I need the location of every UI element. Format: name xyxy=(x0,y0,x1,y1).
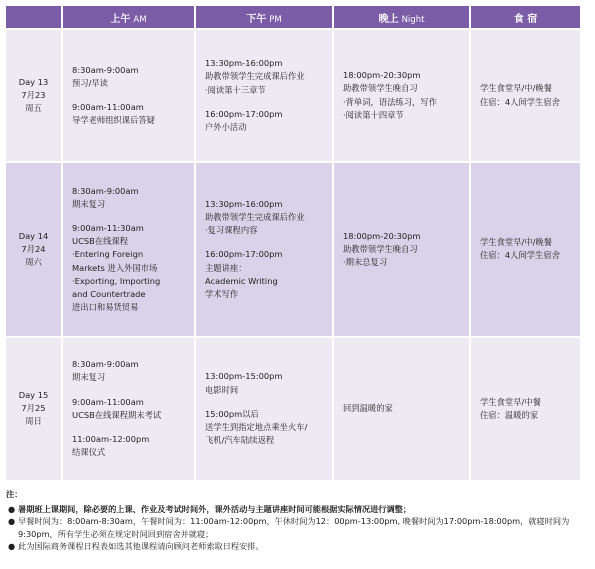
activity-line: 15:00pm以后 xyxy=(205,408,259,419)
day-label: 周六 xyxy=(25,257,42,268)
activity-line: 进出口和易货贸易 xyxy=(72,302,139,313)
note-text: 早餐时间为：8:00am-8:30am，午餐时间为：11:00am-12:00pm，午休时间为12：00pm-13:00pm, 晚餐时间为17:00pm-18:00pm，就寝时间为9:30pm，所有学生必须在规定时间回到宿舍并就寝； xyxy=(18,516,570,539)
activity-line: ·复习课程内容 xyxy=(205,225,258,236)
activity-line: 助教带领学生晚自习 xyxy=(343,83,418,94)
bullet-icon: ● xyxy=(8,516,16,527)
schedule-table xyxy=(4,4,582,482)
am-cell xyxy=(63,163,194,335)
activity-block xyxy=(72,433,192,459)
activity-block xyxy=(205,198,330,238)
schedule-row xyxy=(6,338,580,480)
header-day xyxy=(6,6,61,28)
day-label: 周日 xyxy=(25,416,42,427)
activity-line: 回到温暖的家 xyxy=(343,403,393,414)
activity-line: Academic Writing xyxy=(205,275,278,286)
activity-line: 助教带领学生完成课后作业 xyxy=(205,211,305,222)
am-cell xyxy=(63,30,194,161)
schedule-row xyxy=(6,163,580,335)
activity-line: 9:00am-11:00am xyxy=(72,102,144,113)
activity-line: 住宿：4人间学生宿舍 xyxy=(480,96,560,107)
activity-line: 期末复习 xyxy=(72,372,106,383)
activity-line: 户外小活动 xyxy=(205,121,247,132)
board-cell xyxy=(471,338,580,480)
board-cell xyxy=(471,163,580,335)
activity-line: 预习/早读 xyxy=(72,77,108,88)
header-board: 食 宿 xyxy=(471,6,580,28)
day-label: 周五 xyxy=(25,103,42,114)
activity-line: and Countertrade xyxy=(72,288,146,299)
bullet-icon: ● xyxy=(8,503,16,514)
activity-line: 期末复习 xyxy=(72,198,106,209)
header-pm: 下午 PM xyxy=(196,6,332,28)
activity-line: UCSB在线课程期末考试 xyxy=(72,409,162,420)
note-item xyxy=(6,503,590,516)
activity-line: ·阅读第十三章节 xyxy=(205,84,266,95)
notes-title: 注： xyxy=(6,489,23,499)
activity-line: 9:00am-11:00am xyxy=(72,396,144,407)
night-cell xyxy=(334,163,469,335)
day-label: 7月24 xyxy=(21,243,46,254)
note-item xyxy=(6,515,590,540)
activity-line: UCSB在线课程 xyxy=(72,236,129,247)
notes-list xyxy=(6,503,590,553)
day-label: 7月23 xyxy=(21,90,46,101)
activity-line: ·Exporting, Importing xyxy=(72,275,161,286)
day-label: 7月25 xyxy=(21,403,46,414)
activity-block xyxy=(343,69,467,122)
day-cell xyxy=(6,163,61,335)
day-label: Day 15 xyxy=(18,390,49,401)
activity-line: 11:00am-12:00pm xyxy=(72,434,150,445)
pm-cell xyxy=(196,338,332,480)
activity-line: 18:00pm-20:30pm xyxy=(343,230,421,241)
day-label: Day 13 xyxy=(18,76,49,87)
activity-block xyxy=(205,370,330,396)
activity-line: 主题讲座： xyxy=(205,262,247,273)
activity-line: 学术写作 xyxy=(205,288,239,299)
activity-block xyxy=(72,396,192,422)
pm-cell xyxy=(196,163,332,335)
day-cell xyxy=(6,30,61,161)
activity-line: 电影时间 xyxy=(205,384,239,395)
note-item xyxy=(6,540,590,553)
pm-cell xyxy=(196,30,332,161)
activity-line: 助教带领学生晚自习 xyxy=(343,243,418,254)
activity-block xyxy=(205,108,330,134)
activity-line: 16:00pm-17:00pm xyxy=(205,249,283,260)
night-cell xyxy=(334,338,469,480)
activity-line: 学生食堂早/中/晚餐 xyxy=(480,237,552,248)
activity-line: 飞机/汽车陆续返程 xyxy=(205,435,275,446)
activity-line: 8:30am-9:00am xyxy=(72,185,139,196)
activity-block xyxy=(480,236,578,262)
notes-section xyxy=(6,488,590,553)
header-night: 晚上 Night xyxy=(334,6,469,28)
activity-line: 13:30pm-16:00pm xyxy=(205,198,283,209)
activity-line: 住宿：4人间学生宿舍 xyxy=(480,250,560,261)
activity-block xyxy=(205,248,330,301)
note-text: 暑期班上课期间，除必要的上课、作业及考试时间外，课外活动与主题讲座时间可能根据实际情况进行调整； xyxy=(18,503,412,514)
activity-block xyxy=(205,57,330,97)
board-cell xyxy=(471,30,580,161)
day-label: Day 14 xyxy=(18,230,49,241)
header-row xyxy=(6,6,580,28)
activity-line: 9:00am-11:30am xyxy=(72,222,144,233)
activity-line: 送学生到指定地点乘坐火车/ xyxy=(205,421,308,432)
activity-line: 16:00pm-17:00pm xyxy=(205,108,283,119)
activity-line: 导学老师组织课后答疑 xyxy=(72,115,155,126)
activity-line: 结课仪式 xyxy=(72,447,106,458)
activity-line: 13:30pm-16:00pm xyxy=(205,58,283,69)
activity-line: 18:00pm-20:30pm xyxy=(343,70,421,81)
activity-line: ·Entering Foreign xyxy=(72,249,144,260)
activity-block xyxy=(72,64,192,90)
activity-block xyxy=(343,402,467,415)
day-cell xyxy=(6,338,61,480)
activity-line: 学生食堂早/中/晚餐 xyxy=(480,83,552,94)
activity-line: 学生食堂早/中餐 xyxy=(480,396,541,407)
activity-line: 助教带领学生完成课后作业 xyxy=(205,71,305,82)
activity-line: ·背单词，语法练习，写作 xyxy=(343,96,437,107)
activity-line: Markets 进入外国市场 xyxy=(72,262,158,273)
activity-line: ·期末总复习 xyxy=(343,257,388,268)
activity-line: 13:00pm-15:00pm xyxy=(205,371,283,382)
activity-block xyxy=(72,185,192,211)
activity-line: ·阅读第十四章节 xyxy=(343,109,404,120)
night-cell xyxy=(334,30,469,161)
activity-line: 住宿：温暖的家 xyxy=(480,409,539,420)
am-cell xyxy=(63,338,194,480)
activity-line: 8:30am-9:00am xyxy=(72,64,139,75)
schedule-row xyxy=(6,30,580,161)
bullet-icon: ● xyxy=(8,541,16,552)
activity-block xyxy=(343,230,467,270)
activity-block xyxy=(205,408,330,448)
activity-block xyxy=(480,82,578,108)
activity-block xyxy=(72,358,192,384)
activity-line: 8:30am-9:00am xyxy=(72,359,139,370)
header-am: 上午 AM xyxy=(63,6,194,28)
activity-block xyxy=(72,222,192,314)
note-text: 此为国际商务课程日程表如选其他课程请向顾问老师索取日程安排。 xyxy=(18,541,264,552)
activity-block xyxy=(72,101,192,127)
activity-block xyxy=(480,396,578,422)
